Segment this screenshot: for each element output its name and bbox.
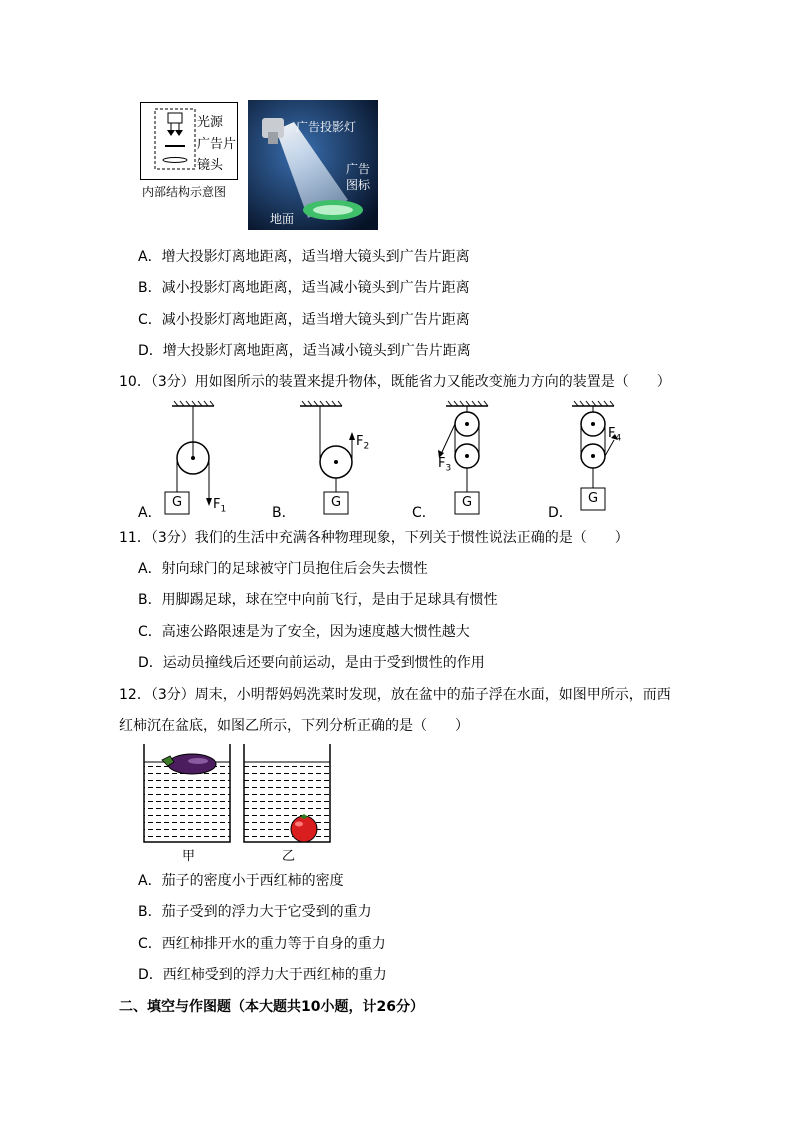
q12-option-d: D．西红柿受到的浮力大于西红柿的重力 — [138, 967, 387, 983]
section-2-title: 二、填空与作图题（本大题共10小题，计26分） — [119, 999, 424, 1015]
inner-structure-caption: 内部结构示意图 — [142, 185, 227, 199]
q12-option-b: B．茄子受到的浮力大于它受到的重力 — [138, 904, 372, 920]
pulley-b — [300, 401, 355, 514]
label-light-source: 光源 — [197, 115, 224, 130]
q12-stem-line2: 红柿沉在盆底，如图乙所示，下列分析正确的是（ ） — [119, 718, 469, 734]
weight-label-a: G — [172, 495, 183, 510]
q11-option-b: B．用脚踢足球，球在空中向前飞行，是由于足球具有惯性 — [138, 592, 498, 608]
weight-label-b: G — [331, 495, 342, 510]
q9-figure — [138, 100, 380, 230]
q10-option-b: B． — [272, 505, 296, 521]
label-ad-projector: 广告投影灯 — [296, 120, 357, 134]
projector-photo — [248, 100, 378, 230]
q11-option-c: C．高速公路限速是为了安全，因为速度越大惯性越大 — [138, 624, 470, 640]
label-ad-icon-line2: 图标 — [346, 178, 371, 192]
label-ground: 地面 — [270, 212, 295, 226]
q11-option-d: D．运动员撞线后还要向前运动，是由于受到惯性的作用 — [138, 655, 485, 671]
q10-option-d: D． — [548, 505, 573, 521]
q11-stem: 11．（3分）我们的生活中充满各种物理现象，下列关于惯性说法正确的是（ ） — [119, 530, 629, 546]
inner-structure-box — [140, 102, 238, 180]
q9-option-b: B．减小投影灯离地距离，适当减小镜头到广告片距离 — [138, 280, 470, 296]
q12-stem-line1: 12．（3分）周末，小明帮妈妈洗菜时发现，放在盆中的茄子浮在水面，如图甲所示，而西 — [119, 687, 671, 703]
force-label-f3: $F_3$ — [438, 456, 452, 474]
basins-diagram — [140, 742, 340, 850]
q10-option-a: A． — [138, 505, 162, 521]
q9-option-c: C．减小投影灯离地距离，适当增大镜头到广告片距离 — [138, 312, 470, 328]
weight-label-d: G — [588, 491, 599, 506]
q12-option-c: C．西红柿排开水的重力等于自身的重力 — [138, 936, 386, 952]
q11-option-a: A．射向球门的足球被守门员抱住后会失去惯性 — [138, 561, 428, 577]
right-basin-caption: 乙 — [282, 849, 296, 864]
left-basin-caption: 甲 — [182, 849, 196, 864]
label-ad-film: 广告片 — [197, 137, 237, 152]
q10-stem: 10．（3分）用如图所示的装置来提升物体，既能省力又能改变施力方向的装置是（ ） — [119, 374, 671, 390]
q9-option-a: A．增大投影灯离地距离，适当增大镜头到广告片距离 — [138, 249, 470, 265]
weight-label-c: G — [462, 495, 473, 510]
q10-option-c: C． — [412, 505, 436, 521]
force-label-f4: $F_4$ — [608, 426, 622, 444]
label-ad-icon-line1: 广告 — [346, 162, 371, 176]
q12-figure — [140, 742, 340, 866]
q10-figure — [136, 400, 636, 522]
force-label-f1: $F_1$ — [213, 497, 227, 515]
q9-option-d: D．增大投影灯离地距离，适当减小镜头到广告片距离 — [138, 343, 471, 359]
label-lens: 镜头 — [197, 158, 224, 173]
q12-option-a: A．茄子的密度小于西红柿的密度 — [138, 873, 344, 889]
force-label-f2: $F_2$ — [356, 434, 370, 452]
